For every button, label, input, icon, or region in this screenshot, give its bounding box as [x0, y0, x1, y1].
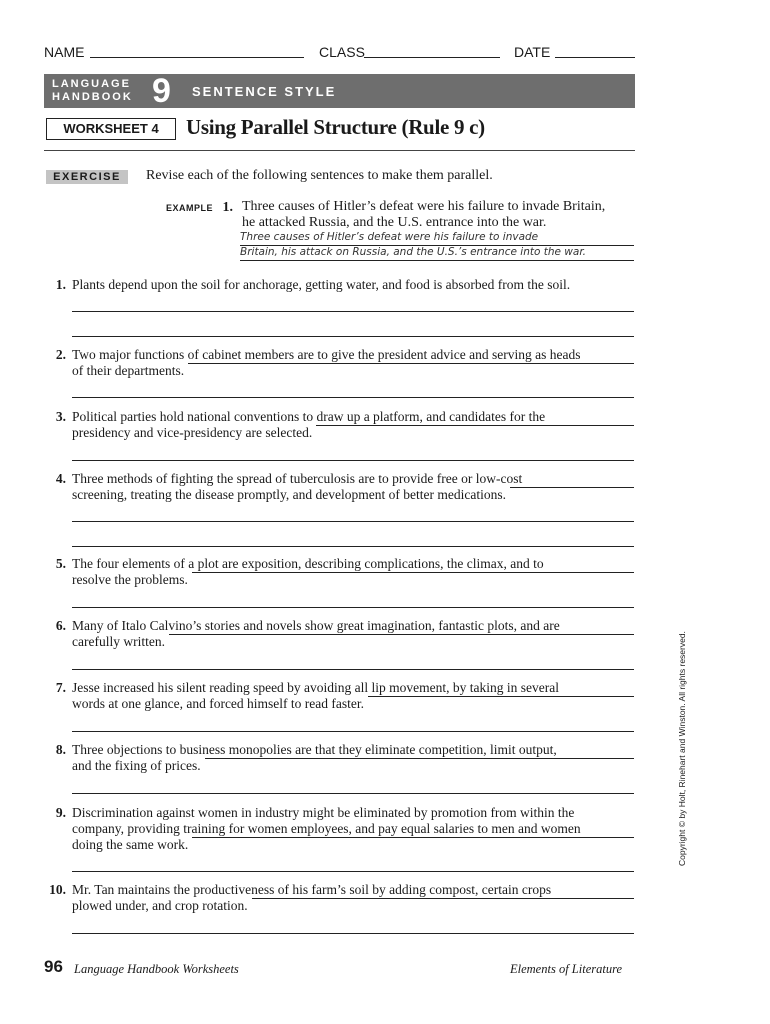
title-rule	[44, 150, 635, 151]
item-number: 6.	[55, 618, 66, 633]
item-number: 3.	[55, 409, 66, 424]
worksheet-title: Using Parallel Structure (Rule 9 c)	[186, 115, 485, 139]
answer-line[interactable]	[72, 933, 634, 934]
banner-line1: LANGUAGE	[52, 78, 131, 90]
example-sentence	[242, 199, 634, 231]
answer-line[interactable]	[169, 634, 634, 635]
banner-line2: HANDBOOK	[52, 91, 133, 103]
class-label: CLASS	[319, 44, 365, 60]
item-number: 10.	[49, 882, 66, 897]
example-answer-line1: Three causes of Hitler’s defeat were his failure to invade	[240, 230, 634, 246]
section-banner	[44, 74, 635, 108]
answer-line[interactable]	[192, 837, 634, 838]
item-line: of their departments.	[72, 363, 185, 378]
answer-line[interactable]	[205, 758, 634, 759]
answer-line[interactable]	[72, 397, 634, 398]
worksheet-label: WORKSHEET 4	[46, 118, 176, 140]
page-number: 96	[44, 957, 63, 976]
footer-book-title: Language Handbook Worksheets	[74, 962, 239, 976]
answer-line[interactable]	[192, 572, 634, 573]
item-line: screening, treating the disease promptly, and development of better medications.	[72, 487, 506, 502]
example-tag: EXAMPLE	[166, 203, 214, 213]
answer-line[interactable]	[252, 898, 634, 899]
name-label: NAME	[44, 44, 85, 60]
item-line: resolve the problems.	[72, 572, 188, 587]
item-line: Mr. Tan maintains the productiveness of his farm’s soil by adding compost, certain crops	[72, 882, 552, 897]
item-text	[72, 556, 634, 588]
item-text	[72, 347, 634, 379]
item-line: plowed under, and crop rotation.	[72, 898, 248, 913]
example-number: 1.	[222, 200, 234, 215]
example-heading	[166, 200, 233, 216]
answer-line[interactable]	[72, 311, 634, 312]
answer-line[interactable]	[316, 425, 634, 426]
item-line: words at one glance, and forced himself to read faster.	[72, 696, 365, 711]
answer-line[interactable]	[72, 607, 634, 608]
item-number: 5.	[55, 556, 66, 571]
item-number: 8.	[55, 742, 66, 757]
banner-handbook-label	[52, 78, 133, 104]
item-text	[72, 680, 634, 712]
item-text	[72, 805, 634, 853]
item-number: 9.	[55, 805, 66, 820]
item-line: The four elements of a plot are exposition, describing complications, the climax, and to	[72, 556, 544, 571]
item-text	[72, 618, 634, 650]
answer-line[interactable]	[72, 336, 634, 337]
answer-line[interactable]	[72, 731, 634, 732]
answer-line[interactable]	[72, 793, 634, 794]
item-line: Political parties hold national conventions to draw up a platform, and candidates for the	[72, 409, 546, 424]
exercise-instruction: Revise each of the following sentences to make them parallel.	[146, 168, 493, 183]
item-number: 4.	[55, 471, 66, 486]
answer-line[interactable]	[510, 487, 634, 488]
item-line: Discrimination against women in industry might be eliminated by promotion from within the	[72, 805, 575, 820]
item-text	[72, 742, 634, 774]
answer-line[interactable]	[368, 696, 634, 697]
item-line: carefully written.	[72, 634, 165, 649]
item-text	[72, 409, 634, 441]
item-number: 1.	[55, 277, 66, 292]
answer-line[interactable]	[72, 871, 634, 872]
answer-line[interactable]	[72, 546, 634, 547]
item-line: and the fixing of prices.	[72, 758, 201, 773]
item-line: Jesse increased his silent reading speed by avoiding all lip movement, by taking in several	[72, 680, 560, 695]
item-text: Plants depend upon the soil for anchorage, getting water, and food is absorbed from the soil.	[72, 277, 571, 292]
date-label: DATE	[514, 44, 551, 60]
item-line: Many of Italo Calvino’s stories and novels show great imagination, fantastic plots, and are	[72, 618, 560, 633]
section-title: SENTENCE STYLE	[192, 84, 337, 99]
item-line: company, providing training for women employees, and pay equal salaries to men and women	[72, 821, 581, 836]
copyright-notice: Copyright © by Holt, Rinehart and Winston. All rights reserved.	[677, 631, 687, 866]
example-answer-line2: Britain, his attack on Russia, and the U.S.’s entrance into the war.	[240, 245, 634, 261]
item-line: Two major functions of cabinet members are to give the president advice and serving as heads	[72, 347, 581, 362]
footer-series-title: Elements of Literature	[510, 962, 623, 976]
item-line: doing the same work.	[72, 837, 189, 852]
answer-line[interactable]	[72, 669, 634, 670]
chapter-number: 9	[152, 72, 171, 110]
item-number: 7.	[55, 680, 66, 695]
example-line2: he attacked Russia, and the U.S. entrance into the war.	[242, 215, 547, 230]
item-line: Three methods of fighting the spread of tuberculosis are to provide free or low-cost	[72, 471, 523, 486]
answer-line[interactable]	[188, 363, 634, 364]
example-line1: Three causes of Hitler’s defeat were his failure to invade Britain,	[242, 199, 606, 214]
exercise-label: EXERCISE	[46, 170, 128, 184]
item-text	[72, 882, 634, 914]
item-number: 2.	[55, 347, 66, 362]
answer-line[interactable]	[72, 521, 634, 522]
item-line: presidency and vice-presidency are selected.	[72, 425, 313, 440]
answer-line[interactable]	[72, 460, 634, 461]
item-text	[72, 471, 634, 503]
item-line: Three objections to business monopolies are that they eliminate competition, limit output,	[72, 742, 557, 757]
